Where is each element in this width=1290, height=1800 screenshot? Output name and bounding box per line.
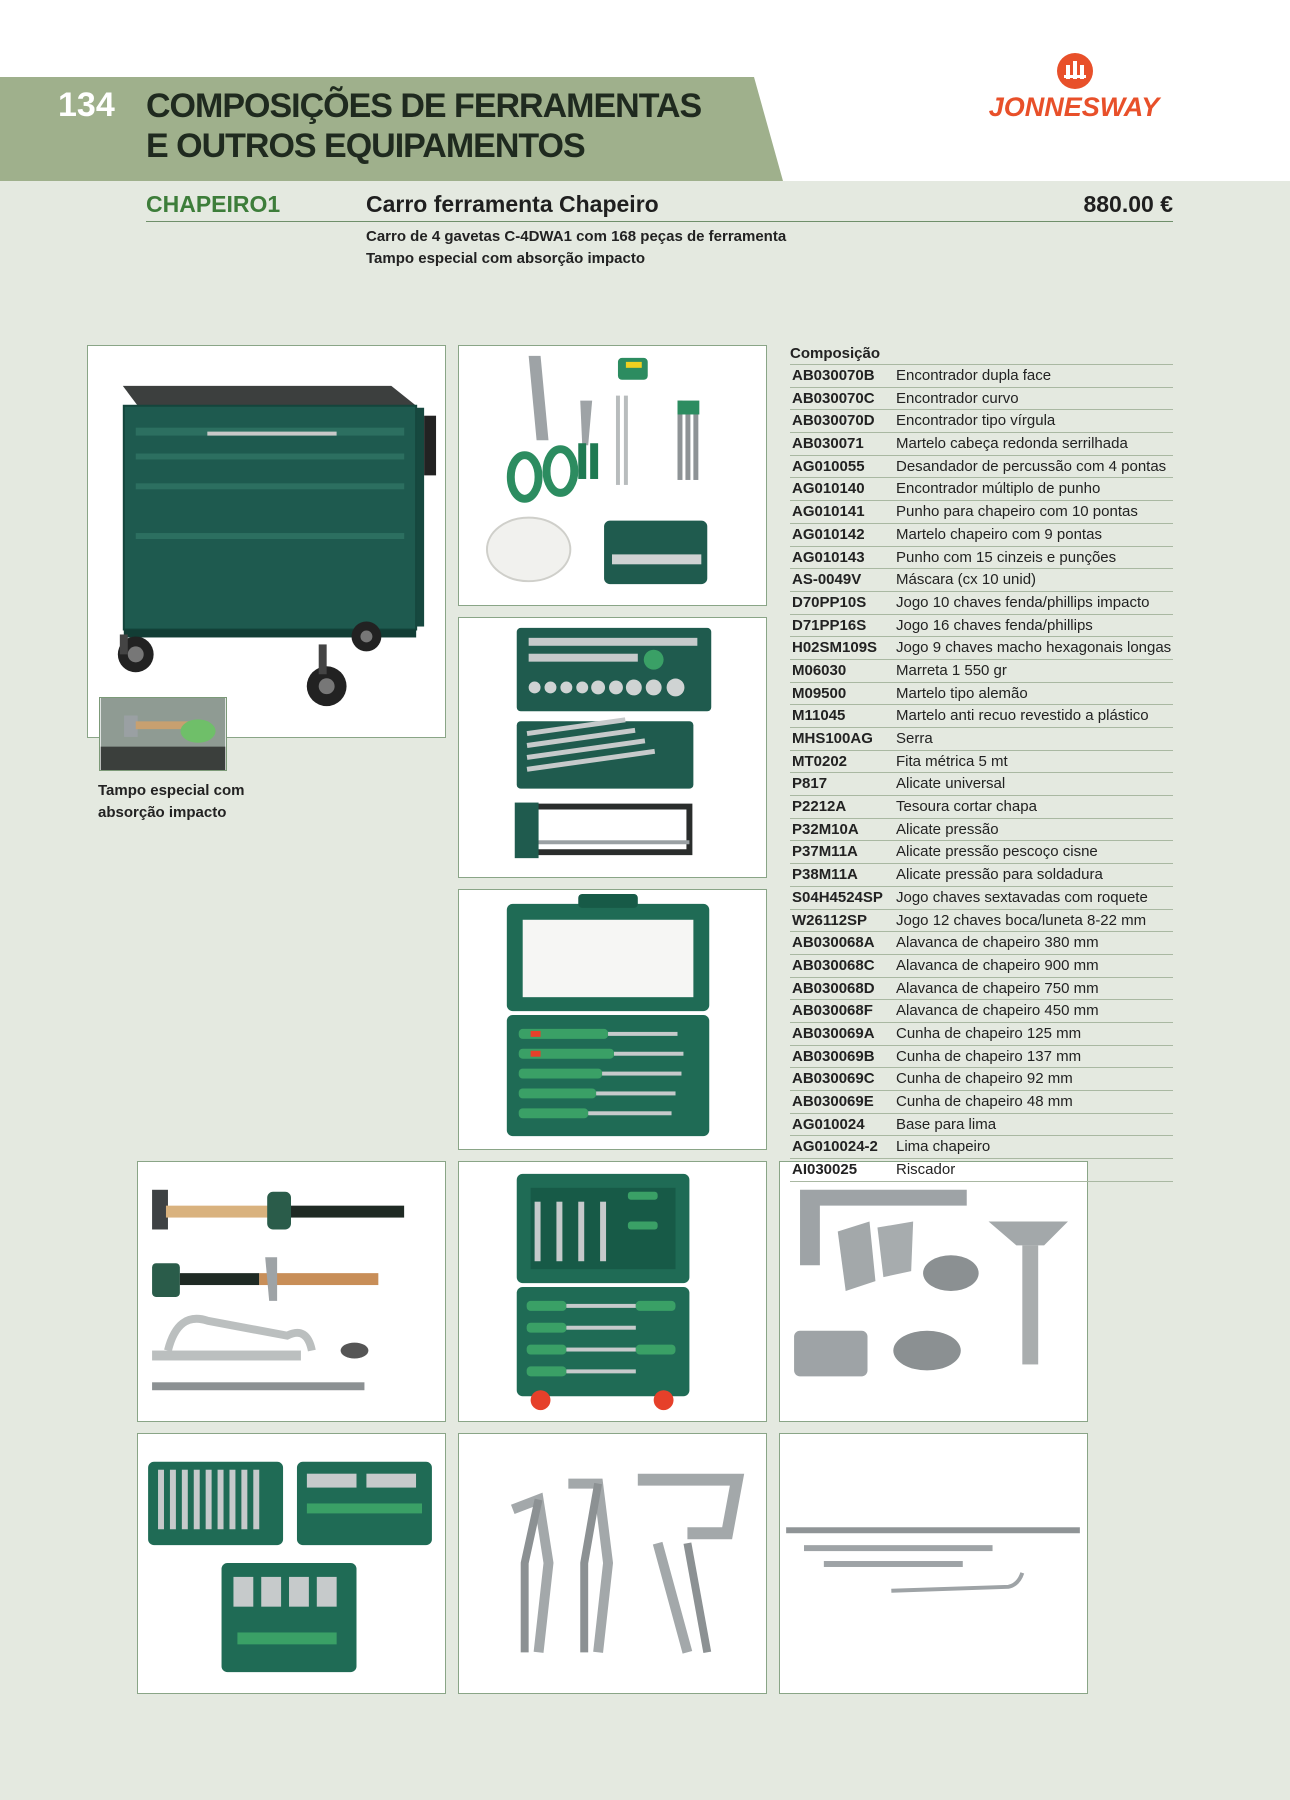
composition-code: P817 [792, 775, 828, 793]
composition-description: Tesoura cortar chapa [896, 798, 1037, 816]
photo-pry-bars [779, 1433, 1088, 1694]
photo-dollies [779, 1161, 1088, 1422]
brand-logo [972, 52, 1176, 124]
composition-row [790, 999, 1173, 1022]
tool-cart-icon [88, 346, 445, 737]
composition-description: Lima chapeiro [896, 1138, 991, 1156]
product-description [366, 226, 786, 270]
composition-row [790, 1090, 1173, 1113]
composition-description: Alavanca de chapeiro 380 mm [896, 934, 1099, 952]
composition-code: AG010140 [792, 480, 865, 498]
composition-code: AG010024-2 [792, 1138, 878, 1156]
composition-description: Encontrador tipo vírgula [896, 412, 1056, 430]
composition-code: P38M11A [792, 866, 858, 884]
composition-code: P37M11A [792, 843, 858, 861]
composition-row [790, 546, 1173, 569]
composition-row [790, 682, 1173, 705]
composition-row [790, 523, 1173, 546]
composition-description: Fita métrica 5 mt [896, 752, 1008, 770]
composition-description: Máscara (cx 10 unid) [896, 571, 1037, 589]
composition-description: Punho para chapeiro com 10 pontas [896, 503, 1138, 521]
photo-screwdriver-case-2 [458, 1161, 767, 1422]
composition-code: AB030069A [792, 1024, 875, 1042]
composition-code: W26112SP [792, 911, 868, 929]
composition-row [790, 909, 1173, 932]
composition-description: Martelo tipo alemão [896, 684, 1028, 702]
composition-description: Encontrador curvo [896, 389, 1019, 407]
product-description-line1: Carro de 4 gavetas C-4DWA1 com 168 peças de ferramenta [366, 228, 787, 245]
section-title-line1: COMPOSIÇÕES DE FERRAMENTAS [146, 87, 702, 125]
composition-code: AI030025 [792, 1161, 858, 1179]
composition-row [790, 977, 1173, 1000]
composition-row [790, 1022, 1173, 1045]
composition-code: AS-0049V [792, 571, 862, 589]
composition-description: Jogo 12 chaves boca/luneta 8-22 mm [896, 911, 1147, 929]
product-name: Carro ferramenta Chapeiro [366, 191, 659, 217]
caption-line2: absorção impacto [98, 804, 227, 821]
composition-description: Marreta 1 550 gr [896, 661, 1007, 679]
composition-code: P32M10A [792, 820, 859, 838]
composition-row [790, 636, 1173, 659]
photo-hammers [137, 1161, 446, 1422]
product-code: CHAPEIRO1 [146, 191, 281, 217]
product-row [146, 191, 1173, 222]
composition-description: Alicate pressão [896, 820, 999, 838]
photo-sockets-wrenches [458, 617, 767, 878]
composition-description: Alicate pressão pescoço cisne [896, 843, 1098, 861]
socket-set-tray-icon [459, 618, 766, 877]
section-title [146, 86, 746, 166]
composition-description: Jogo 16 chaves fenda/phillips [896, 616, 1093, 634]
brand-name: JONNESWAY [988, 92, 1160, 122]
composition-row [790, 364, 1173, 387]
punch-sets-icon [138, 1434, 445, 1693]
composition-code: AB030068D [792, 979, 875, 997]
composition-code: AB030070D [792, 412, 875, 430]
screwdriver-case-icon [459, 1162, 766, 1421]
product-description-line2: Tampo especial com absorção impacto [366, 250, 645, 267]
composition-rows [790, 364, 1173, 1182]
composition-code: AB030071 [792, 435, 864, 453]
composition-description: Serra [896, 730, 933, 747]
composition-row [790, 704, 1173, 727]
composition-description: Desandador de percussão com 4 pontas [896, 457, 1167, 475]
section-title-line2: E OUTROS EQUIPAMENTOS [146, 127, 585, 165]
composition-row [790, 591, 1173, 614]
composition-code: AB030069B [792, 1047, 875, 1065]
composition-row [790, 387, 1173, 410]
composition-description: Alicate universal [896, 775, 1006, 793]
composition-code: M06030 [792, 661, 847, 679]
composition-description: Alavanca de chapeiro 450 mm [896, 1002, 1099, 1020]
composition-row [790, 409, 1173, 432]
composition-row [790, 1135, 1173, 1158]
composition-table [790, 343, 1173, 1182]
composition-description: Jogo 9 chaves macho hexagonais longas [896, 639, 1172, 657]
composition-description: Cunha de chapeiro 125 mm [896, 1024, 1082, 1042]
composition-code: AB030070C [792, 389, 875, 407]
shears-pliers-icon [459, 346, 766, 605]
composition-description: Martelo anti recuo revestido a plástico [896, 707, 1149, 725]
composition-code: AB030068F [792, 1002, 873, 1020]
composition-row [790, 1113, 1173, 1136]
composition-row [790, 750, 1173, 773]
composition-code: D70PP10S [792, 593, 867, 611]
composition-code: AB030070B [792, 367, 875, 384]
composition-code: AB030069C [792, 1070, 875, 1088]
composition-code: AG010055 [792, 457, 865, 475]
composition-row [790, 432, 1173, 455]
composition-description: Cunha de chapeiro 92 mm [896, 1070, 1073, 1088]
composition-code: P2212A [792, 798, 847, 816]
composition-description: Alavanca de chapeiro 750 mm [896, 979, 1099, 997]
composition-code: M11045 [792, 707, 846, 725]
composition-description: Punho com 15 cinzeis e punções [896, 548, 1117, 566]
composition-code: AB030069E [792, 1093, 874, 1110]
composition-description: Riscador [896, 1161, 956, 1179]
product-price: 880.00 € [1083, 191, 1173, 217]
composition-description: Base para lima [896, 1115, 997, 1133]
composition-code: H02SM109S [792, 639, 878, 657]
composition-code: MHS100AG [792, 730, 873, 747]
locking-pliers-icon [459, 1434, 766, 1693]
photo-punch-sets [137, 1433, 446, 1694]
composition-row [790, 727, 1173, 750]
brand-logo-icon [1056, 52, 1094, 90]
composition-code: MT0202 [792, 752, 848, 770]
composition-code: S04H4524SP [792, 888, 883, 906]
composition-code: AG010143 [792, 548, 865, 566]
composition-row [790, 954, 1173, 977]
composition-code: D71PP16S [792, 616, 867, 634]
composition-description: Martelo cabeça redonda serrilhada [896, 435, 1128, 453]
photo-screwdriver-case [458, 889, 767, 1150]
composition-code: AG010142 [792, 525, 865, 543]
composition-row [790, 1158, 1173, 1182]
composition-row [790, 840, 1173, 863]
composition-description: Cunha de chapeiro 137 mm [896, 1047, 1082, 1065]
composition-description: Jogo 10 chaves fenda/phillips impacto [896, 593, 1150, 611]
page-number: 134 [58, 86, 115, 124]
composition-description: Alicate pressão para soldadura [896, 866, 1103, 884]
dolly-set-icon [780, 1162, 1087, 1421]
composition-code: AB030068A [792, 934, 875, 952]
photo-locking-pliers [458, 1433, 767, 1694]
caption [98, 780, 298, 824]
composition-row [790, 1045, 1173, 1068]
composition-row [790, 477, 1173, 500]
composition-code: AG010141 [792, 503, 865, 521]
photo-hand-tools [458, 345, 767, 606]
composition-description: Encontrador dupla face [896, 367, 1052, 384]
composition-row [790, 818, 1173, 841]
hammers-icon [138, 1162, 445, 1421]
composition-row [790, 1067, 1173, 1090]
composition-row [790, 500, 1173, 523]
composition-row [790, 931, 1173, 954]
composition-row [790, 455, 1173, 478]
composition-row [790, 795, 1173, 818]
composition-code: AG010024 [792, 1115, 865, 1133]
composition-row [790, 568, 1173, 591]
composition-description: Jogo chaves sextavadas com roquete [896, 888, 1148, 906]
composition-code: AB030068C [792, 956, 875, 974]
screwdriver-case-icon [459, 890, 766, 1149]
caption-line1: Tampo especial com [98, 782, 245, 799]
composition-description: Martelo chapeiro com 9 pontas [896, 525, 1102, 543]
composition-description: Alavanca de chapeiro 900 mm [896, 956, 1099, 974]
composition-row [790, 772, 1173, 795]
composition-row [790, 863, 1173, 886]
composition-header: Composição [790, 345, 881, 362]
hammer-on-top-icon [100, 698, 226, 770]
composition-description: Encontrador múltiplo de punho [896, 480, 1101, 498]
pry-bars-icon [780, 1434, 1087, 1693]
composition-code: M09500 [792, 684, 847, 702]
composition-row [790, 614, 1173, 637]
photo-impact-top [99, 697, 227, 771]
composition-row [790, 886, 1173, 909]
composition-row [790, 659, 1173, 682]
composition-description: Cunha de chapeiro 48 mm [896, 1093, 1073, 1110]
photo-tool-cart [87, 345, 446, 738]
